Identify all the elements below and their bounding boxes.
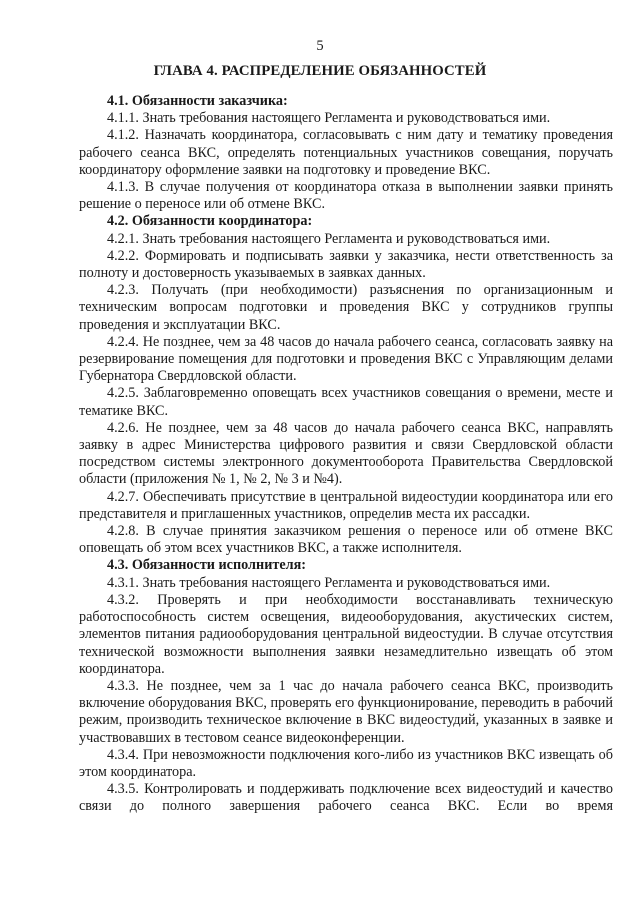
paragraph: 4.3.1. Знать требования настоящего Регламента и руководствоваться ими. <box>107 574 551 591</box>
paragraph: 4.1.1. Знать требования настоящего Регламента и руководствоваться ими. <box>107 110 551 127</box>
paragraph: 4.2.6. Не позднее, чем за 48 часов до начала рабочего сеанса ВКС, направлять заявку в адрес Министерства цифрового развития и связи Свердловской области посредством системы электронного документооборота Правительства Свердловской области (приложения № 1, № 2, № 3 и №4). <box>79 419 613 488</box>
paragraph: 4.1.3. В случае получения от координатора отказа в выполнении заявки принять решение о переносе или об отмене ВКС. <box>79 179 613 213</box>
paragraph: 4.2.2. Формировать и подписывать заявки у заказчика, нести ответственность за полноту и достоверность указываемых в заявках данных. <box>79 247 613 282</box>
paragraph: 4.2.5. Заблаговременно оповещать всех участников совещания о времени, месте и тематике ВКС. <box>79 385 613 419</box>
paragraph: 4.3.2. Проверять и при необходимости восстанавливать техническую работоспособность систем освещения, видеооборудования, акустических систем, элементов питания радиооборудования центральной видеостудии. В случае отсутствия технической возможности выполнения заявки незамедлительно извещать об этом координатора. <box>79 591 613 677</box>
paragraph: 4.2.4. Не позднее, чем за 48 часов до начала рабочего сеанса, согласовать заявку на резервирование помещения для подготовки и проведения ВКС с Управляющим делами Губернатора Свердловской области. <box>79 333 613 385</box>
paragraph: 4.2.1. Знать требования настоящего Регламента и руководствоваться ими. <box>107 230 551 247</box>
paragraph: 4.3.4. При невозможности подключения кого-либо из участников ВКС извещать об этом координатора. <box>79 746 613 780</box>
paragraph: 4.3.3. Не позднее, чем за 1 час до начала рабочего сеанса ВКС, производить включение оборудования ВКС, проверять его функционирование, переводить в рабочий режим, производить техническое включение в ВКС видеостудий, указанных в заявке и участвовавших в тестовом сеансе видеоконференции. <box>79 677 613 746</box>
paragraph: 4.3.5. Контролировать и поддерживать подключение всех видеостудий и качество связи до полного завершения рабочего сеанса ВКС. Если во время <box>79 781 613 815</box>
paragraph: 4.2.8. В случае принятия заказчиком решения о переносе или об отмене ВКС оповещать об этом всех участников ВКС, а также исполнителя. <box>79 523 613 557</box>
chapter-title: ГЛАВА 4. РАСПРЕДЕЛЕНИЕ ОБЯЗАННОСТЕЙ <box>153 63 487 79</box>
paragraph: 4.2.7. Обеспечивать присутствие в центральной видеостудии координатора или его представителя и приглашенных участников, определив места их рассадки. <box>79 488 613 522</box>
page-number: 5 <box>316 38 324 54</box>
document-body <box>79 93 613 816</box>
paragraph: 4.2.3. Получать (при необходимости) разъяснения по организационным и техническим вопросам подготовки и проведения ВКС у сотрудников группы проведения и эксплуатации ВКС. <box>79 282 613 333</box>
paragraph: 4.1.2. Назначать координатора, согласовывать с ним дату и тематику проведения рабочего сеанса ВКС, определять потенциальных участников совещания, поручать координатору оформление заявки на подготовку и проведение ВКС. <box>79 127 613 178</box>
section-heading: 4.1. Обязанности заказчика: <box>107 93 288 109</box>
section-heading: 4.3. Обязанности исполнителя: <box>107 557 306 574</box>
section-heading: 4.2. Обязанности координатора: <box>107 213 313 230</box>
